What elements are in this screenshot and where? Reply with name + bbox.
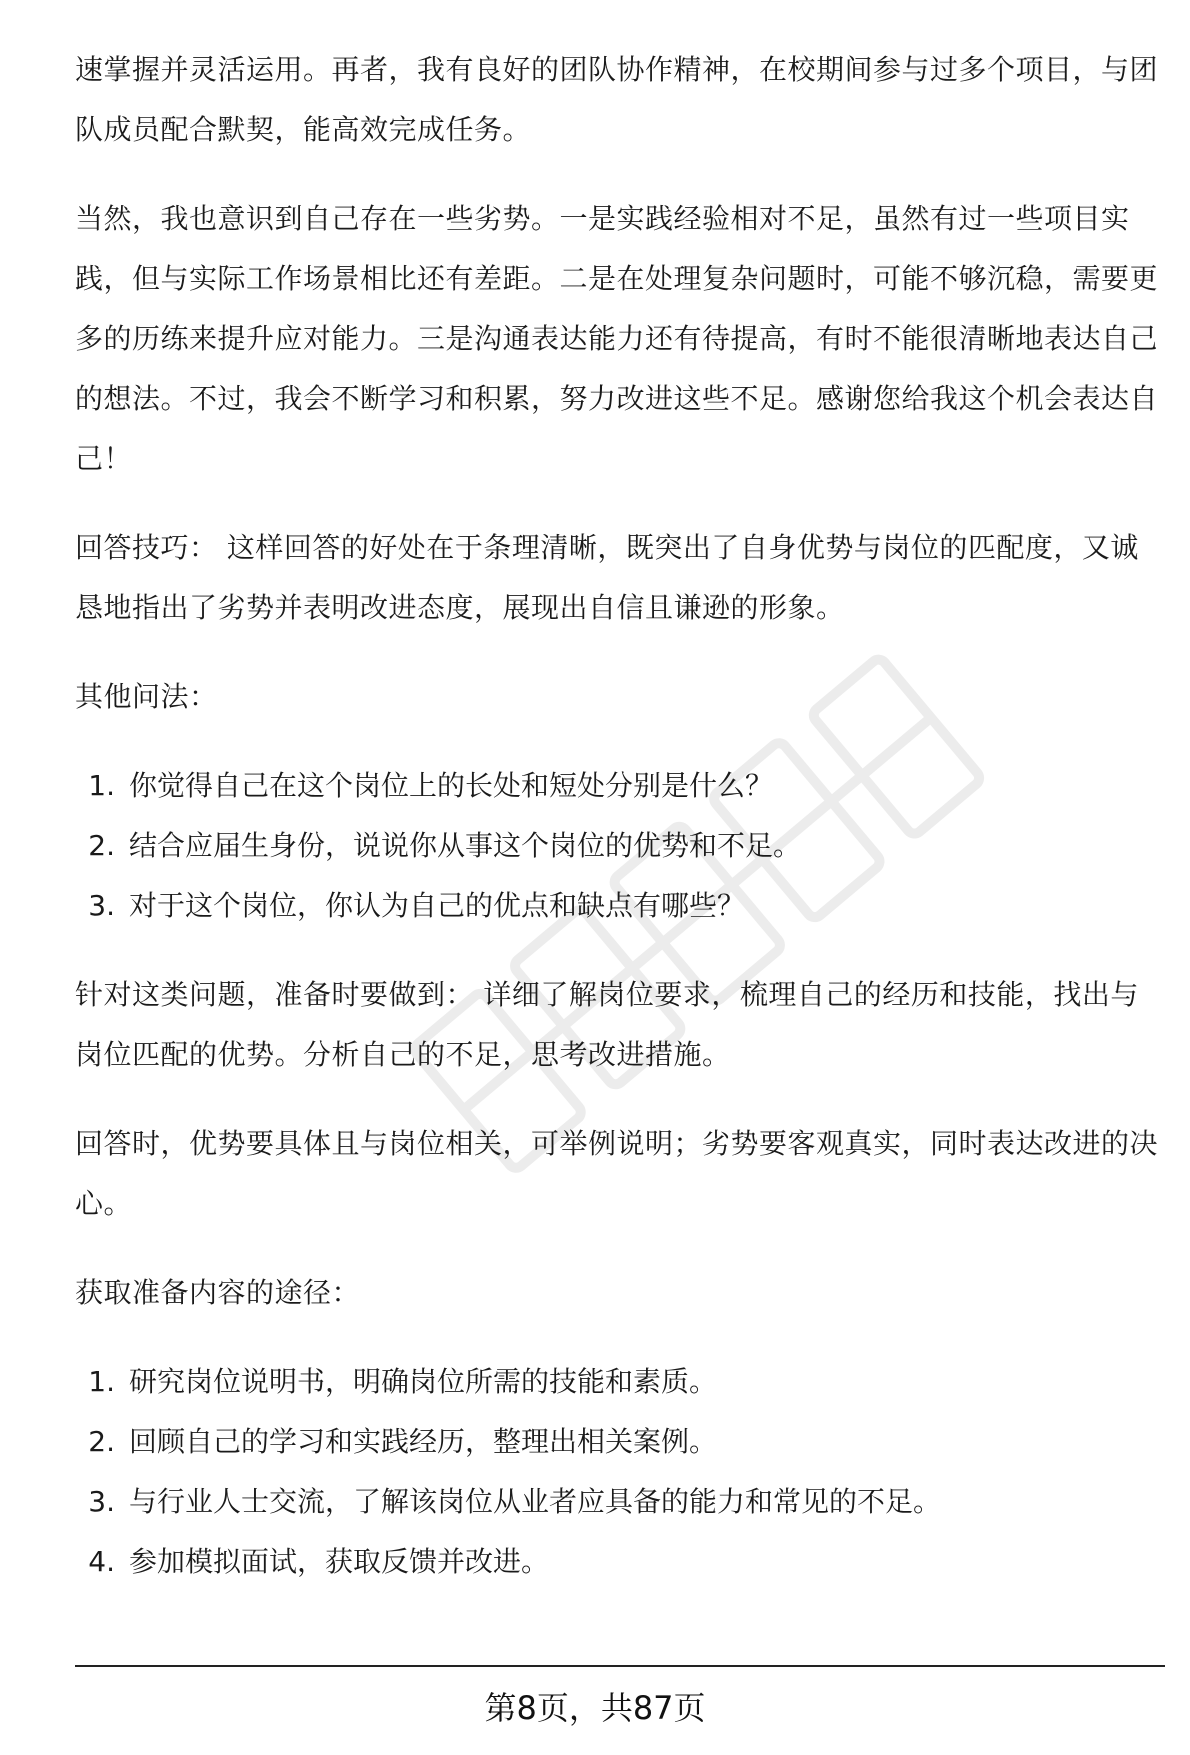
list-item [75,1352,1165,1412]
footer-divider [75,1665,1165,1667]
list-item [75,816,1165,876]
document-page [75,40,1165,1621]
list-item-text: 结合应届生身份，说说你从事这个岗位的优势和不足。 [129,829,802,862]
list-number: 3. [88,1485,115,1518]
list-item-text: 研究岗位说明书，明确岗位所需的技能和素质。 [129,1365,718,1398]
list-item-text: 与行业人士交流，了解该岗位从业者应具备的能力和常见的不足。 [129,1485,942,1518]
paragraph-weaknesses: 当然，我也意识到自己存在一些劣势。一是实践经验相对不足，虽然有过一些项目实践，但与实际工作场景相比还有差距。二是在处理复杂问题时，可能不够沉稳，需要更多的历练来提升应对能力。三是沟通表达能力还有待提高，有时不能很清晰地表达自己的想法。不过，我会不断学习和积累，努力改进这些不足。感谢您给我这个机会表达自己！ [75,202,1159,475]
list-number: 1. [88,1365,115,1398]
list-item [75,756,1165,816]
list-item-text: 对于这个岗位，你认为自己的优点和缺点有哪些？ [129,889,746,922]
list-item [75,1472,1165,1532]
list-item [75,1412,1165,1472]
list-number: 1. [88,769,115,802]
page-number: 第8页，共87页 [484,1689,706,1727]
heading-preparation-sources: 获取准备内容的途径： [75,1276,361,1309]
list-number: 4. [88,1545,115,1578]
list-number: 2. [88,1425,115,1458]
list-item-text: 回顾自己的学习和实践经历，整理出相关案例。 [129,1425,718,1458]
paragraph-preparation: 针对这类问题，准备时要做到： 详细了解岗位要求，梳理自己的经历和技能，找出与岗位匹配的优势。分析自己的不足，思考改进措施。 [75,978,1139,1071]
list-item-text: 参加模拟面试，获取反馈并改进。 [129,1545,550,1578]
preparation-sources-list [75,1352,1165,1592]
paragraph-answer-tips: 回答技巧： 这样回答的好处在于条理清晰，既突出了自身优势与岗位的匹配度，又诚恳地指出了劣势并表明改进态度，展现出自信且谦逊的形象。 [75,531,1139,624]
list-number: 2. [88,829,115,862]
list-item-text: 你觉得自己在这个岗位上的长处和短处分别是什么？ [129,769,774,802]
paragraph-answer-guidance: 回答时，优势要具体且与岗位相关，可举例说明；劣势要客观真实，同时表达改进的决心。 [75,1127,1159,1220]
list-number: 3. [88,889,115,922]
other-questions-list [75,756,1165,936]
heading-other-questions: 其他问法： [75,680,218,713]
list-item [75,876,1165,936]
paragraph-strengths-end: 速掌握并灵活运用。再者，我有良好的团队协作精神，在校期间参与过多个项目，与团队成员配合默契，能高效完成任务。 [75,53,1159,146]
list-item [75,1532,1165,1592]
